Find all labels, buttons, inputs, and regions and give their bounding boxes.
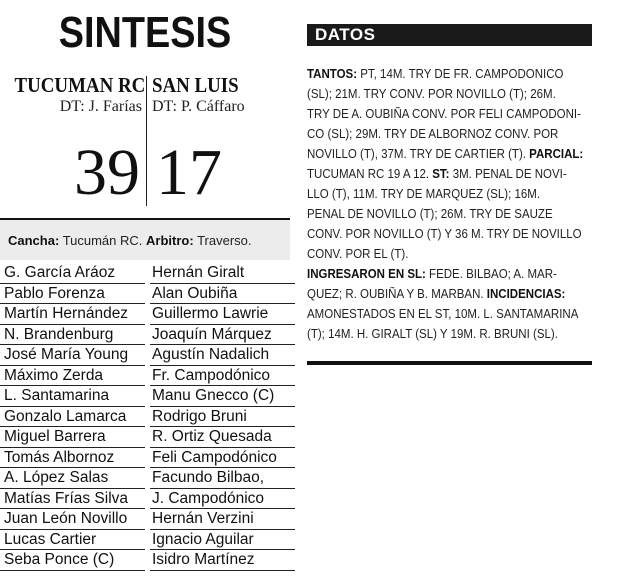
datos-text: LLO (T), 11M. TRY DE MARQUEZ (SL); 16M.	[307, 187, 541, 201]
away-player: Alan Oubiña	[150, 284, 295, 305]
datos-text: TUCUMAN RC 19 A 12.	[307, 167, 433, 181]
away-player: Guillermo Lawrie	[150, 304, 295, 325]
home-player: Pablo Forenza	[0, 284, 145, 305]
home-player: G. García Aráoz	[0, 263, 145, 284]
datos-text: AMONESTADOS EN EL ST, 10M. L. SANTAMARINA	[307, 307, 579, 321]
home-player: L. Santamarina	[0, 386, 145, 407]
away-score: 17	[156, 136, 222, 209]
home-player: Matías Frías Silva	[0, 489, 145, 510]
home-player: Martín Hernández	[0, 304, 145, 325]
cancha-value: Tucumán RC.	[62, 233, 143, 248]
datos-text: QUEZ; R. OUBIÑA Y B. MARBAN.	[307, 287, 487, 301]
datos-line	[307, 164, 569, 184]
home-player: A. López Salas	[0, 468, 145, 489]
datos-text: NOVILLO (T), 37M. TRY DE CARTIER (T).	[307, 147, 530, 161]
datos-line	[307, 184, 569, 204]
datos-line	[307, 64, 569, 84]
score-divider	[146, 76, 147, 206]
section-title: SINTESIS	[58, 8, 232, 57]
home-player: Miguel Barrera	[0, 427, 145, 448]
datos-line	[307, 84, 569, 104]
away-player: R. Ortiz Quesada	[150, 427, 295, 448]
away-player: Facundo Bilbao,	[150, 468, 295, 489]
arbitro-value: Traverso.	[197, 233, 252, 248]
home-player: Tomás Albornoz	[0, 448, 145, 469]
home-player: José María Young	[0, 345, 145, 366]
datos-line	[307, 324, 569, 344]
datos-text: PT, 14M. TRY DE FR. CAMPODONICO	[357, 67, 564, 81]
sintesis-column	[0, 0, 290, 587]
datos-text: (T); 14M. H. GIRALT (SL) Y 19M. R. BRUNI (SL).	[307, 327, 558, 341]
datos-line	[307, 124, 569, 144]
datos-label: INCIDENCIAS:	[486, 287, 566, 301]
away-player: Ignacio Aguilar	[150, 530, 295, 551]
home-player: Juan León Novillo	[0, 509, 145, 530]
away-team-name: SAN LUIS	[152, 73, 239, 97]
away-player: Rodrigo Bruni	[150, 407, 295, 428]
datos-text: 3M. PENAL DE NOVI-	[449, 167, 567, 181]
datos-bottom-rule	[307, 361, 592, 365]
datos-line	[307, 224, 582, 244]
datos-text: CONV. POR NOVILLO (T) Y 36 M. TRY DE NOVILLO	[307, 227, 582, 241]
home-player: Lucas Cartier	[0, 530, 145, 551]
datos-text: FEDE. BILBAO; A. MAR-	[425, 267, 557, 281]
away-lineup	[150, 263, 295, 571]
home-score: 39	[74, 136, 140, 209]
datos-text: TRY DE A. OUBIÑA CONV. POR FELI CAMPODONI-	[307, 107, 581, 121]
home-player: Seba Ponce (C)	[0, 550, 145, 571]
match-info-box	[0, 218, 290, 260]
home-lineup	[0, 263, 145, 571]
arbitro-label: Arbitro:	[146, 233, 194, 248]
datos-text: PENAL DE NOVILLO (T); 26M. TRY DE SAUZE	[307, 207, 553, 221]
datos-text: CO (SL); 29M. TRY DE ALBORNOZ CONV. POR	[307, 127, 559, 141]
datos-body	[307, 64, 592, 344]
datos-line	[307, 284, 569, 304]
home-coach: DT: J. Farías	[59, 98, 142, 115]
home-team	[0, 72, 146, 116]
home-team-name: TUCUMAN RC	[14, 73, 146, 97]
away-coach: DT: P. Cáffaro	[152, 98, 245, 115]
away-player: Isidro Martínez	[150, 550, 295, 571]
away-player: Fr. Campodónico	[150, 366, 295, 387]
home-player: Máximo Zerda	[0, 366, 145, 387]
datos-line	[307, 104, 581, 124]
datos-label: INGRESARON EN SL:	[307, 267, 426, 281]
away-player: Joaquín Márquez	[150, 325, 295, 346]
datos-label: PARCIAL:	[529, 147, 584, 161]
datos-column	[307, 0, 592, 587]
away-player: J. Campodónico	[150, 489, 295, 510]
datos-line	[307, 264, 569, 284]
datos-line	[307, 144, 584, 164]
away-player: Feli Campodónico	[150, 448, 295, 469]
datos-label: ST:	[432, 167, 450, 181]
datos-text: CONV. POR EL (T).	[307, 247, 409, 261]
datos-line	[307, 304, 579, 324]
datos-header: DATOS	[307, 24, 592, 46]
datos-line	[307, 204, 569, 224]
datos-line	[307, 244, 569, 264]
away-player: Agustín Nadalich	[150, 345, 295, 366]
home-player: N. Brandenburg	[0, 325, 145, 346]
datos-label: TANTOS:	[307, 67, 358, 81]
away-player: Hernán Giralt	[150, 263, 295, 284]
away-player: Hernán Verzini	[150, 509, 295, 530]
datos-text: (SL); 21M. TRY CONV. POR NOVILLO (T); 26M.	[307, 87, 556, 101]
home-player: Gonzalo Lamarca	[0, 407, 145, 428]
cancha-label: Cancha:	[8, 233, 60, 248]
away-player: Manu Gnecco (C)	[150, 386, 295, 407]
away-team	[149, 72, 295, 116]
